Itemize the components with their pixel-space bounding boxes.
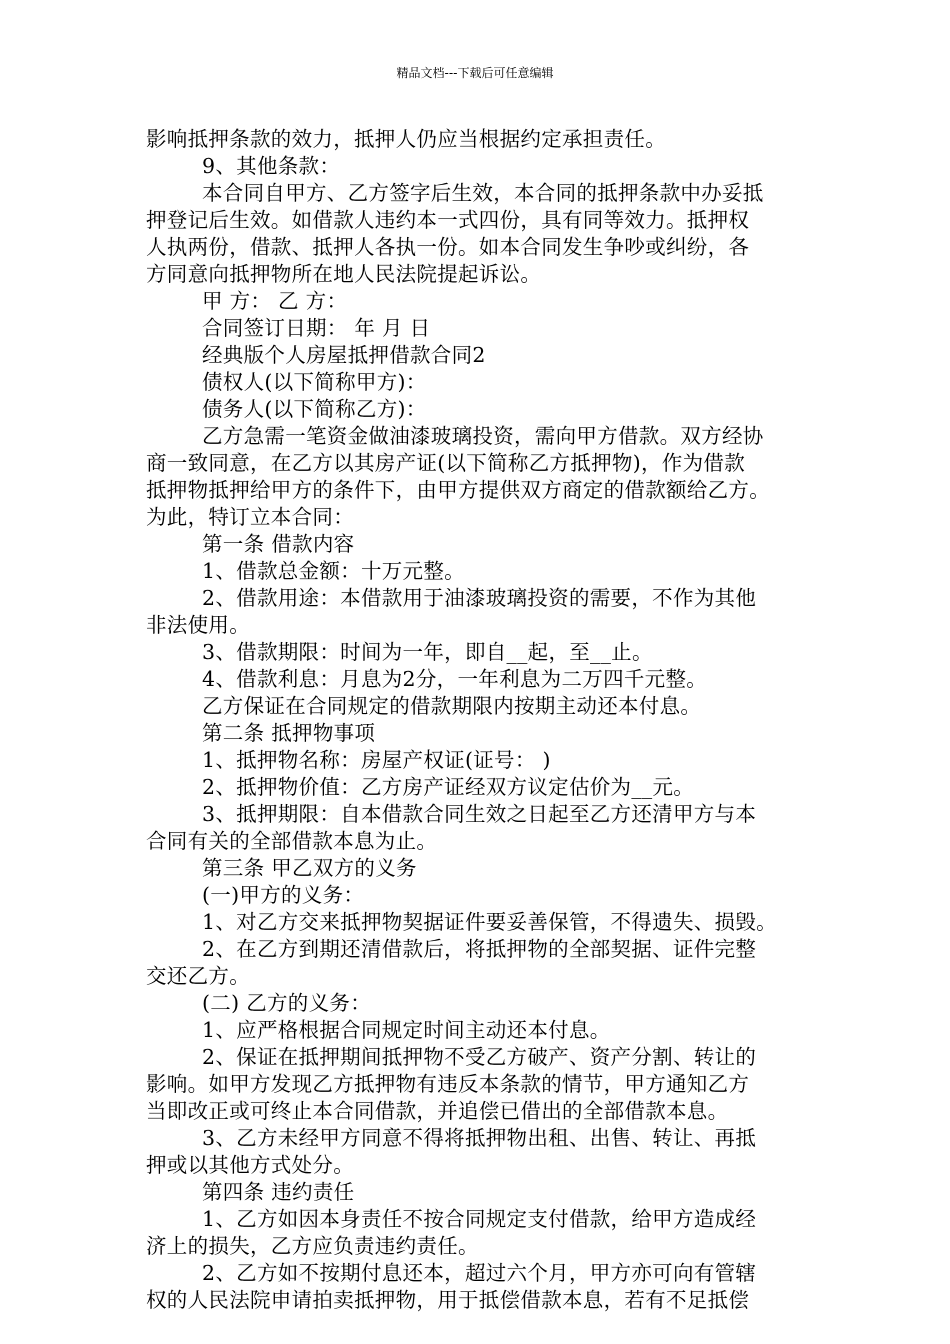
text-line: 抵押物抵押给甲方的条件下，由甲方提供双方商定的借款额给乙方。	[146, 478, 770, 502]
text-line: 押登记后生效。如借款人违约本一式四份，具有同等效力。抵押权	[146, 208, 750, 232]
text-line: 第一条 借款内容	[202, 532, 355, 556]
text-line: 押或以其他方式处分。	[146, 1153, 354, 1177]
text-line: 合同签订日期： 年 月 日	[202, 316, 431, 340]
text-line: (一)甲方的义务：	[202, 883, 365, 907]
text-line: 2、抵押物价值：乙方房产证经双方议定估价为__元。	[202, 775, 695, 799]
text-line: 甲 方： 乙 方：	[202, 289, 348, 313]
text-line: 第三条 甲乙双方的义务	[202, 856, 417, 880]
page-header: 精品文档---下载后可任意编辑	[396, 66, 554, 80]
text-line: 商一致同意，在乙方以其房产证(以下简称乙方抵押物)，作为借款	[146, 451, 745, 475]
text-line: 1、应严格根据合同规定时间主动还本付息。	[202, 1018, 611, 1042]
text-line: 1、抵押物名称：房屋产权证(证号： )	[202, 748, 551, 772]
text-line: 乙方保证在合同规定的借款期限内按期主动还本付息。	[202, 694, 702, 718]
text-line: 济上的损失，乙方应负责违约责任。	[146, 1234, 479, 1258]
text-line: 债权人(以下简称甲方)：	[202, 370, 427, 394]
text-line: 4、借款利息：月息为2分，一年利息为二万四千元整。	[202, 667, 708, 691]
text-line: 乙方急需一笔资金做油漆玻璃投资，需向甲方借款。双方经协	[202, 424, 764, 448]
text-line: 合同有关的全部借款本息为止。	[146, 829, 438, 853]
text-line: 1、乙方如因本身责任不按合同规定支付借款，给甲方造成经	[202, 1207, 757, 1231]
text-line: 影响抵押条款的效力，抵押人仍应当根据约定承担责任。	[146, 127, 666, 151]
text-line: 影响。如甲方发现乙方抵押物有违反本条款的情节，甲方通知乙方	[146, 1072, 750, 1096]
text-line: 为此，特订立本合同：	[146, 505, 354, 529]
text-line: 2、保证在抵押期间抵押物不受乙方破产、资产分割、转让的	[202, 1045, 757, 1069]
text-line: (二) 乙方的义务：	[202, 991, 372, 1015]
text-line: 1、借款总金额：十万元整。	[202, 559, 465, 583]
text-line: 3、借款期限：时间为一年，即自__起，至__止。	[202, 640, 653, 664]
text-line: 3、抵押期限：自本借款合同生效之日起至乙方还清甲方与本	[202, 802, 757, 826]
text-line: 9、其他条款：	[202, 154, 341, 178]
text-line: 第二条 抵押物事项	[202, 721, 376, 745]
text-line: 方同意向抵押物所在地人民法院提起诉讼。	[146, 262, 542, 286]
text-line: 权的人民法院申请拍卖抵押物，用于抵偿借款本息，若有不足抵偿	[146, 1288, 750, 1312]
text-line: 本合同自甲方、乙方签字后生效，本合同的抵押条款中办妥抵	[202, 181, 764, 205]
text-line: 1、对乙方交来抵押物契据证件要妥善保管，不得遗失、损毁。	[202, 910, 777, 934]
text-line: 债务人(以下简称乙方)：	[202, 397, 427, 421]
text-line: 交还乙方。	[146, 964, 250, 988]
text-line: 2、在乙方到期还清借款后，将抵押物的全部契据、证件完整	[202, 937, 757, 961]
document-body	[146, 126, 810, 1314]
text-line: 2、借款用途：本借款用于油漆玻璃投资的需要，不作为其他	[202, 586, 757, 610]
text-line: 第四条 违约责任	[202, 1180, 355, 1204]
text-line: 非法使用。	[146, 613, 250, 637]
text-line: 当即改正或可终止本合同借款，并追偿已借出的全部借款本息。	[146, 1099, 729, 1123]
text-line: 人执两份，借款、抵押人各执一份。如本合同发生争吵或纠纷，各	[146, 235, 750, 259]
text-line: 经典版个人房屋抵押借款合同2	[202, 343, 486, 367]
text-line: 2、乙方如不按期付息还本，超过六个月，甲方亦可向有管辖	[202, 1261, 757, 1285]
text-line: 3、乙方未经甲方同意不得将抵押物出租、出售、转让、再抵	[202, 1126, 757, 1150]
